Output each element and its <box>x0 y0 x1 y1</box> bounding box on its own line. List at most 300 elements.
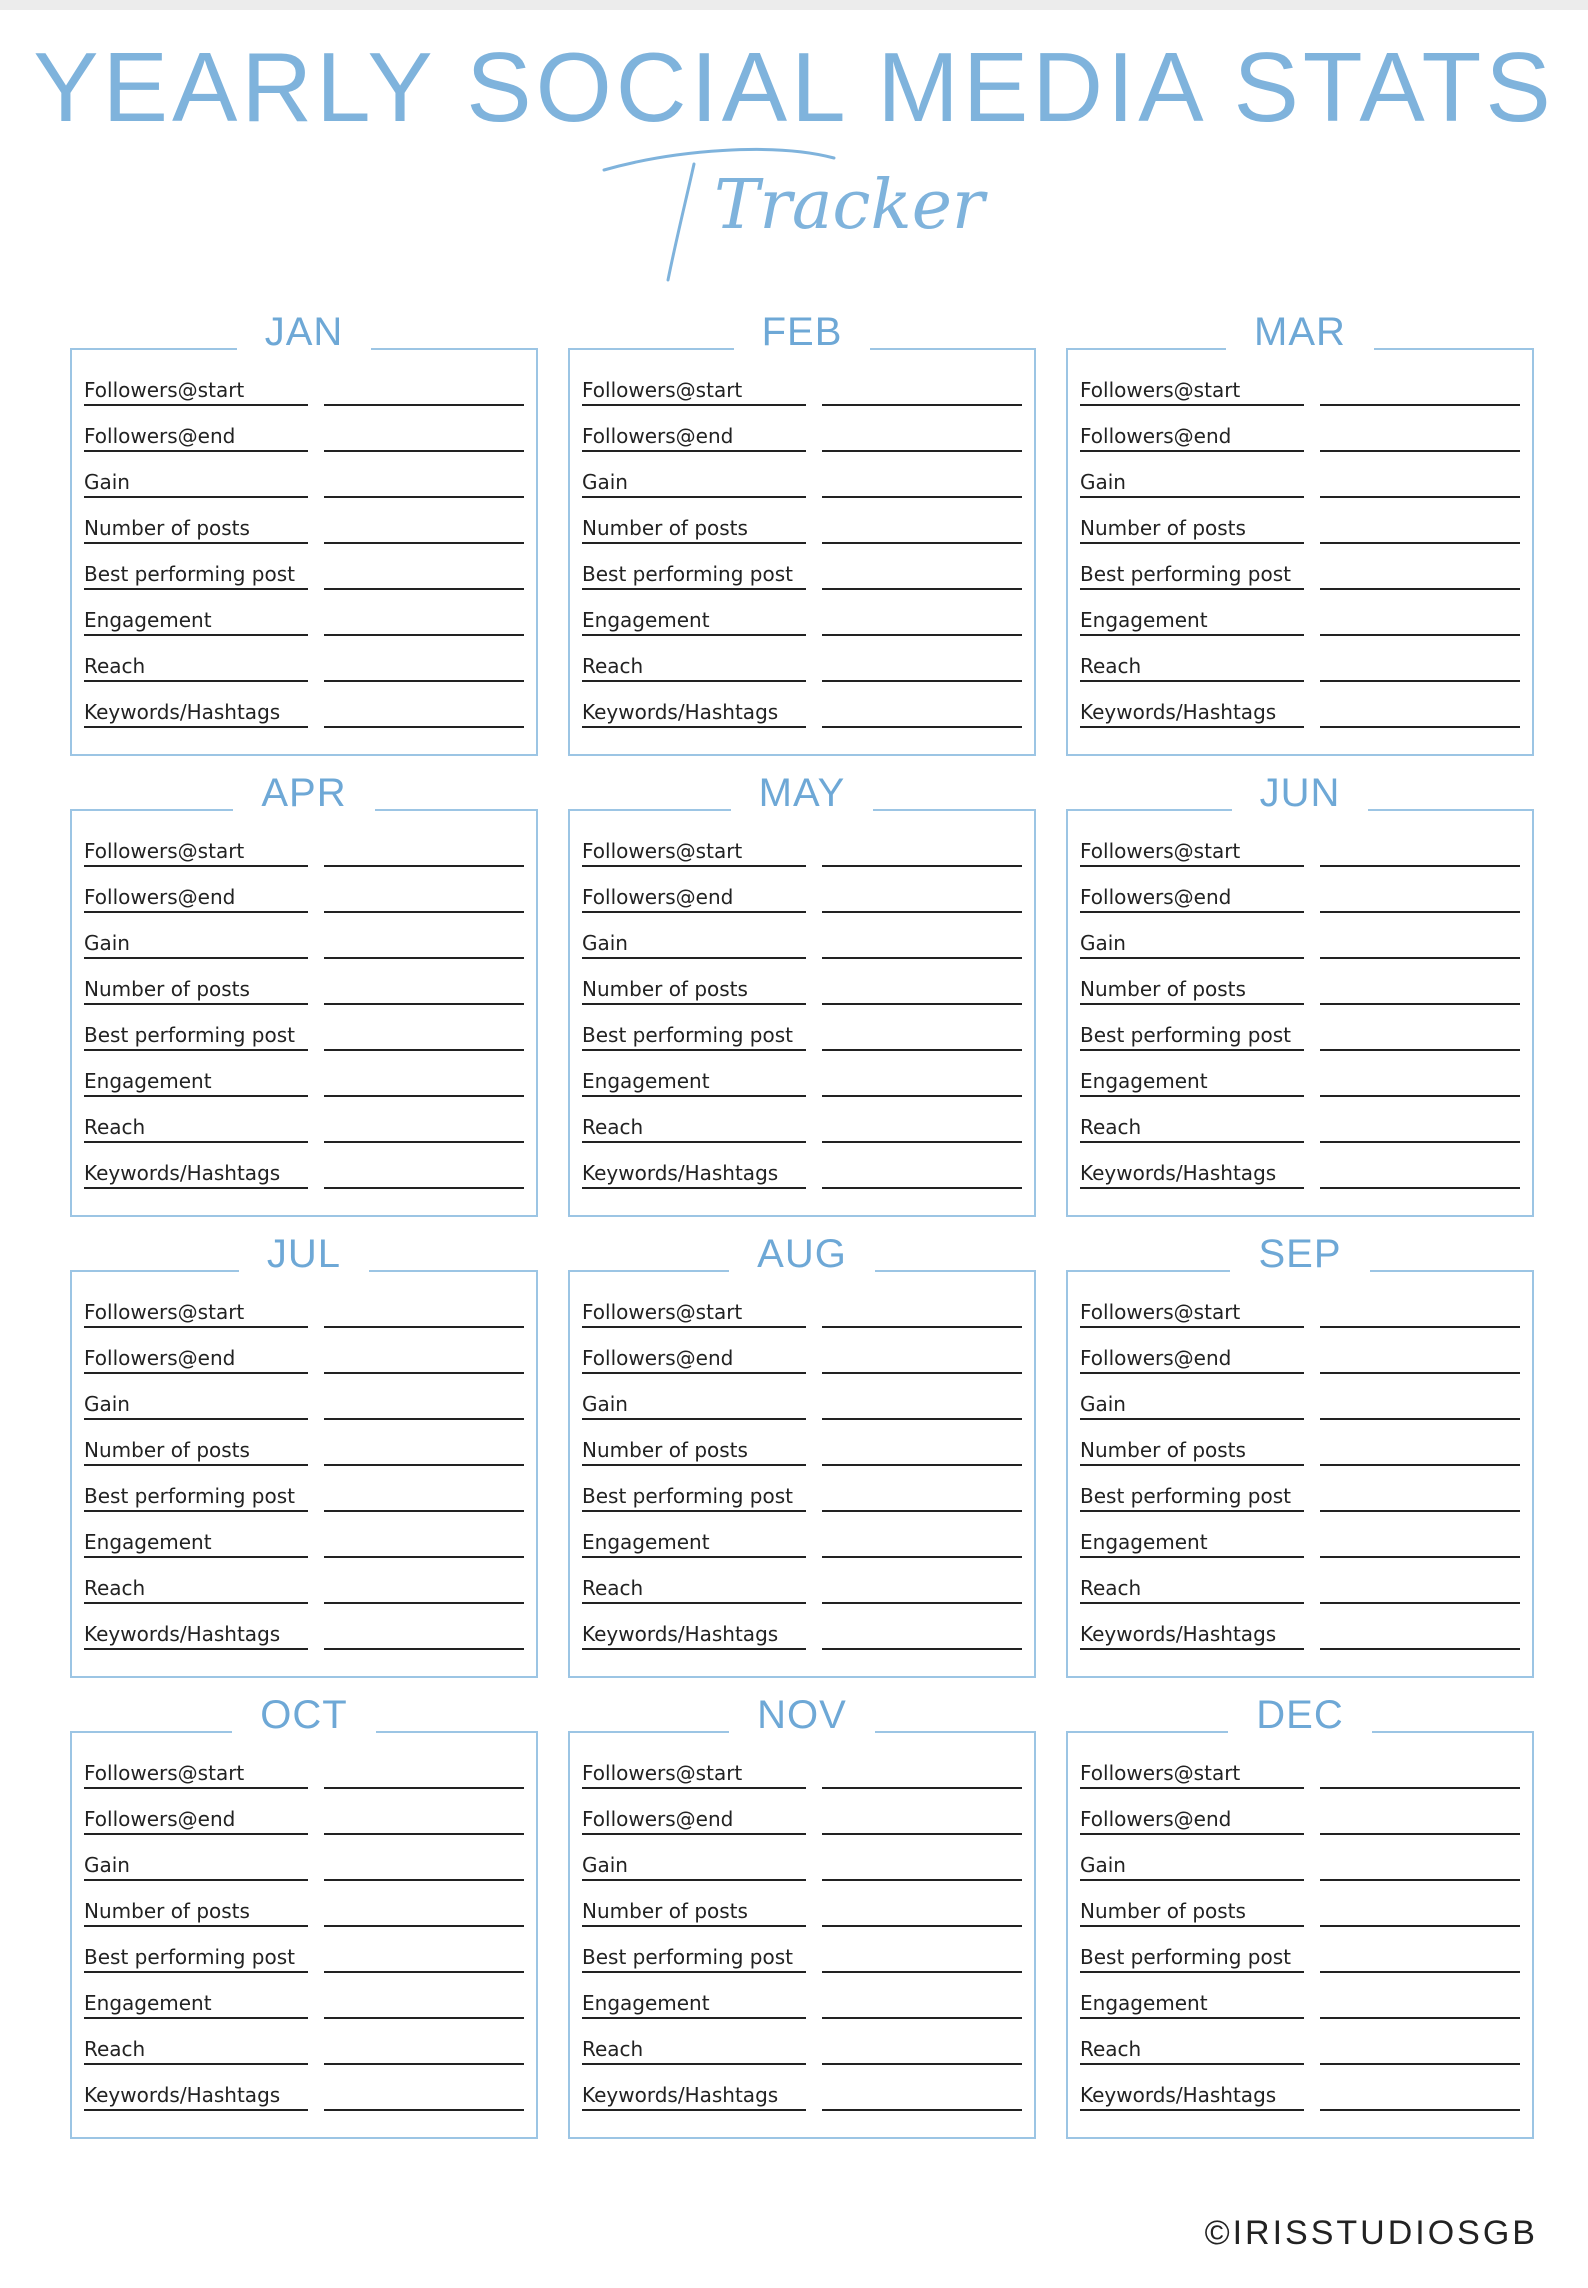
month-card-aug <box>568 1232 1036 1678</box>
field-label: Keywords/Hashtags <box>84 2085 308 2111</box>
field-row <box>1080 360 1520 406</box>
field-label: Followers@start <box>1080 1763 1304 1789</box>
field-label: Followers@end <box>582 887 806 913</box>
field-label: Engagement <box>84 1993 308 2019</box>
field-row <box>582 636 1022 682</box>
field-label: Keywords/Hashtags <box>582 1163 806 1189</box>
field-blank-line[interactable] <box>1320 1924 1520 1927</box>
field-label: Engagement <box>582 610 806 636</box>
field-label: Best performing post <box>1080 564 1304 590</box>
field-label: Followers@start <box>84 1302 308 1328</box>
field-label: Number of posts <box>582 518 806 544</box>
field-blank-line[interactable] <box>324 1002 524 1005</box>
month-header <box>570 312 1034 352</box>
field-label: Engagement <box>582 1993 806 2019</box>
field-list <box>1080 1282 1520 1650</box>
field-row <box>582 1374 1022 1420</box>
field-list <box>582 1282 1022 1650</box>
field-list <box>1080 360 1520 728</box>
field-blank-line[interactable] <box>324 1417 524 1420</box>
field-label: Followers@end <box>84 1348 308 1374</box>
field-blank-line[interactable] <box>822 864 1022 867</box>
field-blank-line[interactable] <box>822 1786 1022 1789</box>
field-blank-line[interactable] <box>1320 1140 1520 1143</box>
field-row <box>1080 1051 1520 1097</box>
field-label: Keywords/Hashtags <box>1080 2085 1304 2111</box>
field-label: Followers@end <box>582 1348 806 1374</box>
field-blank-line[interactable] <box>1320 956 1520 959</box>
field-blank-line[interactable] <box>822 679 1022 682</box>
field-label: Number of posts <box>1080 518 1304 544</box>
month-card-mar <box>1066 310 1534 756</box>
field-blank-line[interactable] <box>1320 449 1520 452</box>
month-header <box>72 773 536 813</box>
field-blank-line[interactable] <box>822 2108 1022 2111</box>
month-header <box>570 773 1034 813</box>
field-row <box>582 1881 1022 1927</box>
field-label: Gain <box>1080 1394 1304 1420</box>
field-blank-line[interactable] <box>1320 1970 1520 1973</box>
field-list <box>84 1282 524 1650</box>
field-row <box>84 1328 524 1374</box>
field-blank-line[interactable] <box>1320 2108 1520 2111</box>
field-label: Gain <box>84 1855 308 1881</box>
field-row <box>582 1097 1022 1143</box>
month-name: OCT <box>232 1695 375 1735</box>
field-label: Followers@end <box>582 1809 806 1835</box>
field-row <box>1080 959 1520 1005</box>
field-blank-line[interactable] <box>324 679 524 682</box>
field-label: Followers@start <box>582 380 806 406</box>
field-row <box>1080 2019 1520 2065</box>
month-card-jun <box>1066 771 1534 1217</box>
field-label: Reach <box>84 2039 308 2065</box>
field-row <box>1080 1604 1520 1650</box>
field-blank-line[interactable] <box>822 403 1022 406</box>
field-blank-line[interactable] <box>1320 1463 1520 1466</box>
field-row <box>84 682 524 728</box>
field-blank-line[interactable] <box>822 1509 1022 1512</box>
field-row <box>84 2065 524 2111</box>
field-blank-line[interactable] <box>324 1325 524 1328</box>
field-row <box>582 1143 1022 1189</box>
field-blank-line[interactable] <box>822 1924 1022 1927</box>
field-row <box>1080 406 1520 452</box>
field-row <box>1080 498 1520 544</box>
field-blank-line[interactable] <box>324 449 524 452</box>
month-header <box>72 1234 536 1274</box>
field-blank-line[interactable] <box>822 725 1022 728</box>
field-label: Keywords/Hashtags <box>582 2085 806 2111</box>
field-label: Keywords/Hashtags <box>84 1624 308 1650</box>
field-blank-line[interactable] <box>324 1048 524 1051</box>
field-blank-line[interactable] <box>324 910 524 913</box>
month-header <box>570 1234 1034 1274</box>
month-card-feb <box>568 310 1036 756</box>
month-card-oct <box>70 1693 538 2139</box>
field-row <box>84 1051 524 1097</box>
field-blank-line[interactable] <box>1320 495 1520 498</box>
month-header <box>72 1695 536 1735</box>
field-label: Followers@start <box>84 380 308 406</box>
field-row <box>1080 1512 1520 1558</box>
field-row <box>84 1881 524 1927</box>
field-blank-line[interactable] <box>822 1601 1022 1604</box>
field-row <box>1080 544 1520 590</box>
field-row <box>582 1328 1022 1374</box>
field-label: Number of posts <box>1080 979 1304 1005</box>
field-row <box>582 1420 1022 1466</box>
field-blank-line[interactable] <box>324 1832 524 1835</box>
field-blank-line[interactable] <box>1320 587 1520 590</box>
month-card-may <box>568 771 1036 1217</box>
field-label: Number of posts <box>84 979 308 1005</box>
field-row <box>84 1143 524 1189</box>
field-label: Engagement <box>1080 1071 1304 1097</box>
field-label: Gain <box>1080 472 1304 498</box>
field-label: Followers@start <box>582 1302 806 1328</box>
field-label: Best performing post <box>582 1025 806 1051</box>
field-row <box>1080 821 1520 867</box>
field-blank-line[interactable] <box>324 956 524 959</box>
field-blank-line[interactable] <box>324 633 524 636</box>
field-row <box>84 959 524 1005</box>
field-label: Gain <box>1080 1855 1304 1881</box>
field-blank-line[interactable] <box>822 910 1022 913</box>
field-row <box>84 1420 524 1466</box>
top-bar <box>0 0 1588 10</box>
field-row <box>1080 636 1520 682</box>
field-row <box>84 1973 524 2019</box>
field-blank-line[interactable] <box>324 1463 524 1466</box>
field-list <box>84 1743 524 2111</box>
field-label: Followers@start <box>1080 1302 1304 1328</box>
month-name: JUN <box>1232 773 1369 813</box>
field-label: Best performing post <box>1080 1025 1304 1051</box>
field-blank-line[interactable] <box>324 541 524 544</box>
field-row <box>582 1927 1022 1973</box>
field-blank-line[interactable] <box>1320 1647 1520 1650</box>
field-row <box>1080 1420 1520 1466</box>
field-blank-line[interactable] <box>324 1509 524 1512</box>
month-name: APR <box>233 773 374 813</box>
field-row <box>84 867 524 913</box>
field-row <box>1080 590 1520 636</box>
field-blank-line[interactable] <box>324 2108 524 2111</box>
field-blank-line[interactable] <box>1320 1371 1520 1374</box>
month-header <box>72 312 536 352</box>
field-label: Best performing post <box>1080 1947 1304 1973</box>
field-row <box>84 1466 524 1512</box>
field-row <box>84 590 524 636</box>
field-label: Reach <box>582 2039 806 2065</box>
field-row <box>84 1927 524 1973</box>
field-label: Reach <box>582 1117 806 1143</box>
field-row <box>582 867 1022 913</box>
field-blank-line[interactable] <box>822 1417 1022 1420</box>
field-label: Reach <box>84 656 308 682</box>
field-label: Best performing post <box>582 1486 806 1512</box>
copyright-footer: ©IRISSTUDIOSGB <box>1204 2214 1538 2252</box>
field-blank-line[interactable] <box>324 1140 524 1143</box>
month-header <box>1068 1695 1532 1735</box>
field-label: Number of posts <box>582 1440 806 1466</box>
field-label: Followers@start <box>84 841 308 867</box>
field-blank-line[interactable] <box>822 633 1022 636</box>
field-blank-line[interactable] <box>1320 1048 1520 1051</box>
field-row <box>84 1374 524 1420</box>
field-blank-line[interactable] <box>822 1094 1022 1097</box>
field-list <box>84 360 524 728</box>
field-label: Keywords/Hashtags <box>1080 1624 1304 1650</box>
field-blank-line[interactable] <box>822 2016 1022 2019</box>
field-blank-line[interactable] <box>1320 1601 1520 1604</box>
field-label: Engagement <box>84 1071 308 1097</box>
field-blank-line[interactable] <box>1320 633 1520 636</box>
field-label: Gain <box>1080 933 1304 959</box>
field-label: Best performing post <box>582 564 806 590</box>
tracker-subtitle: Tracker <box>714 166 985 245</box>
field-label: Keywords/Hashtags <box>1080 702 1304 728</box>
field-blank-line[interactable] <box>324 1786 524 1789</box>
field-row <box>582 544 1022 590</box>
month-name: DEC <box>1228 1695 1371 1735</box>
field-blank-line[interactable] <box>324 864 524 867</box>
field-blank-line[interactable] <box>822 1325 1022 1328</box>
field-label: Keywords/Hashtags <box>84 702 308 728</box>
field-row <box>1080 913 1520 959</box>
field-row <box>582 821 1022 867</box>
field-row <box>582 1604 1022 1650</box>
field-row <box>582 1512 1022 1558</box>
field-row <box>582 1005 1022 1051</box>
field-blank-line[interactable] <box>822 1371 1022 1374</box>
field-blank-line[interactable] <box>1320 864 1520 867</box>
field-label: Followers@start <box>84 1763 308 1789</box>
field-blank-line[interactable] <box>324 1647 524 1650</box>
field-row <box>582 2065 1022 2111</box>
field-label: Gain <box>84 933 308 959</box>
field-blank-line[interactable] <box>1320 1786 1520 1789</box>
field-blank-line[interactable] <box>1320 2016 1520 2019</box>
field-blank-line[interactable] <box>324 725 524 728</box>
month-card-jul <box>70 1232 538 1678</box>
field-row <box>1080 1927 1520 1973</box>
field-label: Reach <box>1080 1578 1304 1604</box>
field-label: Reach <box>84 1117 308 1143</box>
field-list <box>84 821 524 1189</box>
month-name: MAR <box>1226 312 1374 352</box>
field-label: Reach <box>582 656 806 682</box>
field-row <box>1080 1835 1520 1881</box>
field-blank-line[interactable] <box>822 1878 1022 1881</box>
field-label: Number of posts <box>84 1901 308 1927</box>
tracker-script-svg <box>584 130 1004 290</box>
field-blank-line[interactable] <box>1320 1094 1520 1097</box>
field-row <box>1080 1374 1520 1420</box>
field-blank-line[interactable] <box>1320 1186 1520 1189</box>
field-blank-line[interactable] <box>822 541 1022 544</box>
field-row <box>582 1743 1022 1789</box>
field-blank-line[interactable] <box>1320 1509 1520 1512</box>
field-row <box>582 682 1022 728</box>
field-label: Followers@end <box>582 426 806 452</box>
field-label: Best performing post <box>84 1486 308 1512</box>
field-row <box>84 1743 524 1789</box>
field-label: Engagement <box>84 1532 308 1558</box>
month-name: FEB <box>734 312 871 352</box>
field-label: Engagement <box>1080 1532 1304 1558</box>
field-blank-line[interactable] <box>1320 1002 1520 1005</box>
tracker-script-heading <box>0 130 1588 290</box>
field-label: Best performing post <box>84 1025 308 1051</box>
field-label: Gain <box>84 472 308 498</box>
field-label: Gain <box>582 1394 806 1420</box>
field-row <box>84 913 524 959</box>
field-label: Reach <box>1080 1117 1304 1143</box>
month-name: NOV <box>729 1695 875 1735</box>
field-blank-line[interactable] <box>324 587 524 590</box>
page-title: YEARLY SOCIAL MEDIA STATS <box>33 32 1555 142</box>
field-blank-line[interactable] <box>324 1371 524 1374</box>
field-row <box>582 406 1022 452</box>
month-name: SEP <box>1230 1234 1369 1274</box>
month-name: JUL <box>239 1234 369 1274</box>
field-list <box>582 360 1022 728</box>
month-card-jan <box>70 310 538 756</box>
field-label: Followers@end <box>1080 1809 1304 1835</box>
field-blank-line[interactable] <box>324 1970 524 1973</box>
field-blank-line[interactable] <box>1320 1555 1520 1558</box>
field-row <box>84 1835 524 1881</box>
field-row <box>84 498 524 544</box>
field-blank-line[interactable] <box>822 1463 1022 1466</box>
field-blank-line[interactable] <box>822 2062 1022 2065</box>
field-label: Number of posts <box>1080 1901 1304 1927</box>
field-label: Best performing post <box>84 564 308 590</box>
field-row <box>582 1835 1022 1881</box>
field-blank-line[interactable] <box>822 1002 1022 1005</box>
field-blank-line[interactable] <box>822 1832 1022 1835</box>
field-blank-line[interactable] <box>1320 1878 1520 1881</box>
field-row <box>1080 867 1520 913</box>
field-label: Followers@start <box>1080 380 1304 406</box>
field-label: Best performing post <box>84 1947 308 1973</box>
field-blank-line[interactable] <box>822 956 1022 959</box>
field-row <box>84 544 524 590</box>
month-header <box>570 1695 1034 1735</box>
field-label: Number of posts <box>1080 1440 1304 1466</box>
field-blank-line[interactable] <box>324 495 524 498</box>
field-label: Followers@end <box>1080 426 1304 452</box>
field-row <box>84 1282 524 1328</box>
field-row <box>1080 2065 1520 2111</box>
field-blank-line[interactable] <box>324 403 524 406</box>
field-label: Gain <box>582 933 806 959</box>
field-blank-line[interactable] <box>822 1970 1022 1973</box>
field-blank-line[interactable] <box>822 1647 1022 1650</box>
field-blank-line[interactable] <box>822 449 1022 452</box>
field-blank-line[interactable] <box>324 1924 524 1927</box>
field-row <box>1080 1789 1520 1835</box>
field-row <box>1080 682 1520 728</box>
field-label: Gain <box>582 1855 806 1881</box>
field-blank-line[interactable] <box>822 1048 1022 1051</box>
field-blank-line[interactable] <box>1320 679 1520 682</box>
field-blank-line[interactable] <box>324 1094 524 1097</box>
field-label: Followers@end <box>84 426 308 452</box>
field-row <box>1080 1558 1520 1604</box>
field-label: Reach <box>1080 2039 1304 2065</box>
field-label: Gain <box>582 472 806 498</box>
field-label: Number of posts <box>582 1901 806 1927</box>
field-label: Engagement <box>1080 1993 1304 2019</box>
field-blank-line[interactable] <box>324 1555 524 1558</box>
field-row <box>582 1282 1022 1328</box>
field-label: Followers@end <box>1080 887 1304 913</box>
field-row <box>1080 1466 1520 1512</box>
field-row <box>1080 1328 1520 1374</box>
field-blank-line[interactable] <box>324 2062 524 2065</box>
field-row <box>582 913 1022 959</box>
month-card-sep <box>1066 1232 1534 1678</box>
field-row <box>582 1973 1022 2019</box>
field-blank-line[interactable] <box>324 1601 524 1604</box>
field-row <box>84 452 524 498</box>
field-blank-line[interactable] <box>822 1140 1022 1143</box>
field-label: Keywords/Hashtags <box>582 702 806 728</box>
field-row <box>582 959 1022 1005</box>
field-blank-line[interactable] <box>1320 1325 1520 1328</box>
field-row <box>1080 1973 1520 2019</box>
field-row <box>582 360 1022 406</box>
field-blank-line[interactable] <box>324 1186 524 1189</box>
field-row <box>582 590 1022 636</box>
field-blank-line[interactable] <box>1320 541 1520 544</box>
field-blank-line[interactable] <box>1320 725 1520 728</box>
month-header <box>1068 1234 1532 1274</box>
field-row <box>84 406 524 452</box>
field-blank-line[interactable] <box>822 1186 1022 1189</box>
field-row <box>1080 1097 1520 1143</box>
field-blank-line[interactable] <box>1320 1417 1520 1420</box>
field-blank-line[interactable] <box>822 1555 1022 1558</box>
field-blank-line[interactable] <box>324 2016 524 2019</box>
field-blank-line[interactable] <box>1320 2062 1520 2065</box>
field-label: Number of posts <box>582 979 806 1005</box>
field-blank-line[interactable] <box>1320 403 1520 406</box>
field-label: Reach <box>582 1578 806 1604</box>
field-blank-line[interactable] <box>822 495 1022 498</box>
field-blank-line[interactable] <box>1320 910 1520 913</box>
field-row <box>84 636 524 682</box>
field-label: Followers@end <box>1080 1348 1304 1374</box>
field-list <box>1080 1743 1520 2111</box>
field-label: Number of posts <box>84 1440 308 1466</box>
field-blank-line[interactable] <box>1320 1832 1520 1835</box>
field-list <box>582 1743 1022 2111</box>
field-row <box>1080 1005 1520 1051</box>
field-label: Followers@start <box>582 841 806 867</box>
field-label: Keywords/Hashtags <box>582 1624 806 1650</box>
month-header <box>1068 773 1532 813</box>
field-blank-line[interactable] <box>324 1878 524 1881</box>
field-row <box>84 1512 524 1558</box>
field-blank-line[interactable] <box>822 587 1022 590</box>
field-row <box>84 1789 524 1835</box>
field-row <box>84 821 524 867</box>
field-list <box>582 821 1022 1189</box>
